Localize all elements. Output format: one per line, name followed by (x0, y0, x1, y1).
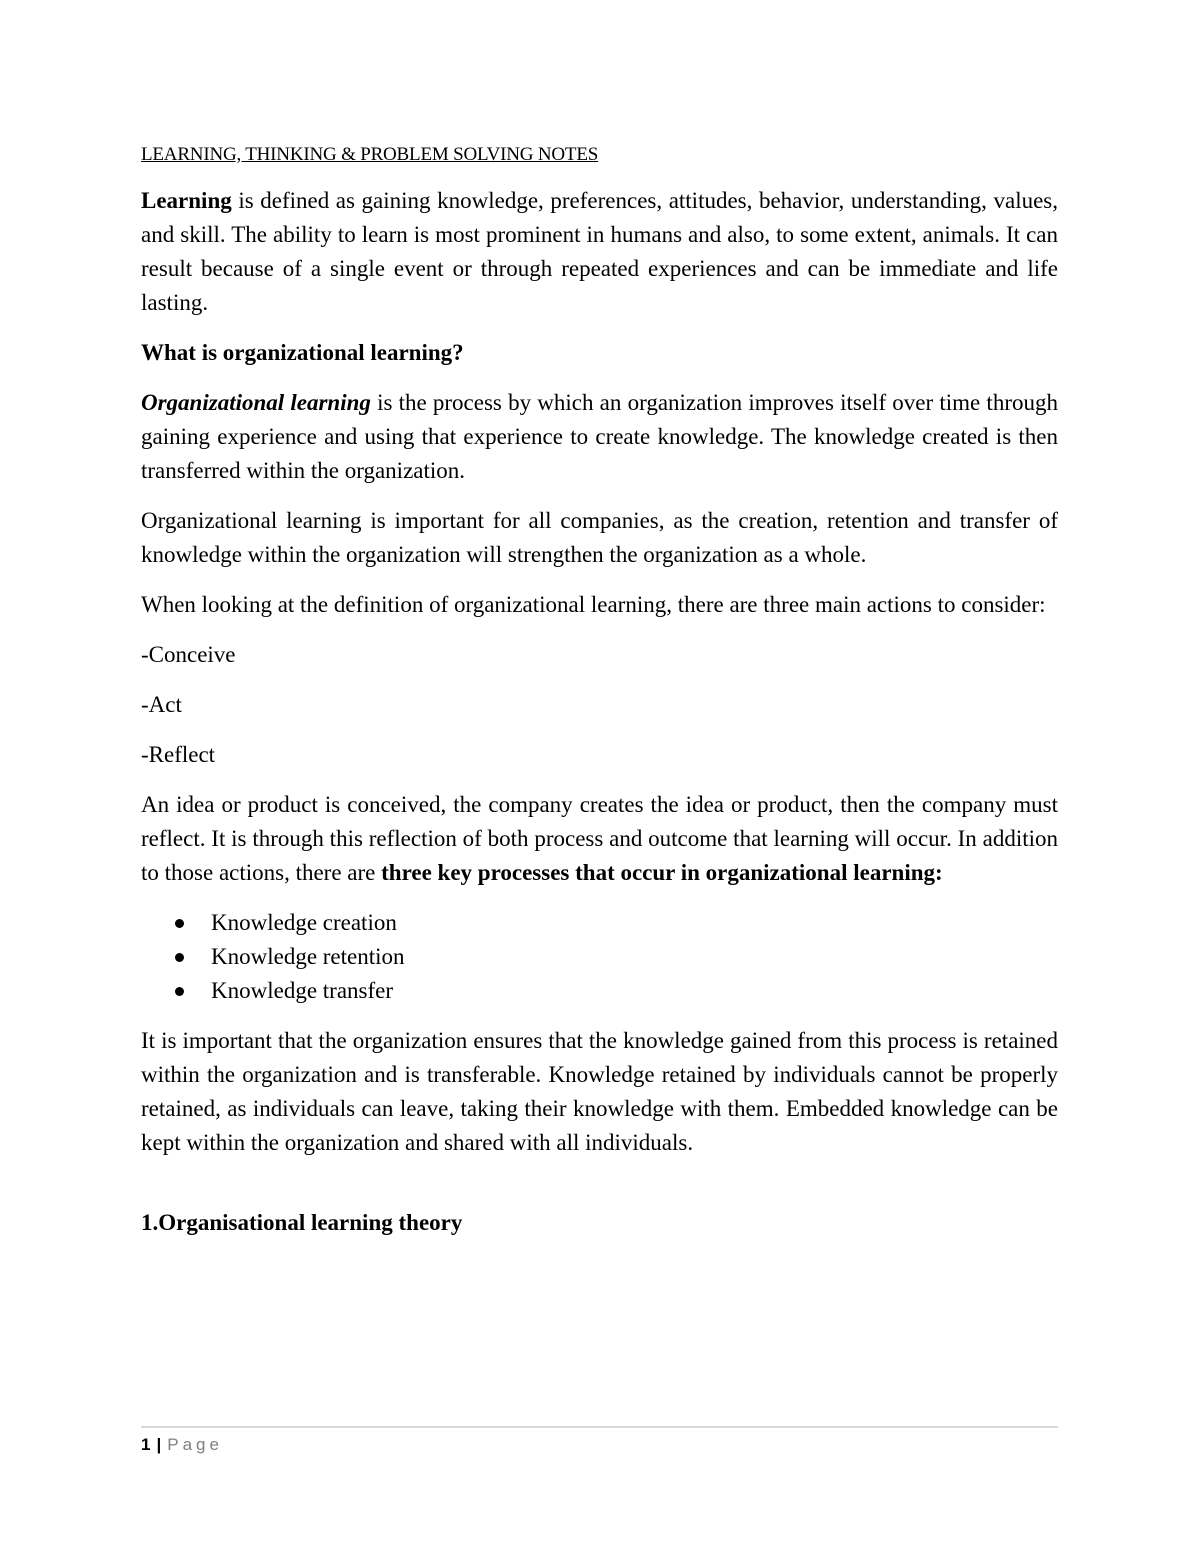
paragraph-text: is the process by which an organization improves itself over time through gaining experience and using that experience to create knowledge. The knowledge created is then transferred within the organization. (141, 390, 1058, 483)
paragraph-knowledge-retention: It is important that the organization ensures that the knowledge gained from this process is retained within the organization and is transferable. Knowledge retained by individuals cannot be properly retained, as individuals can leave, taking their knowledge with them. Embedded knowledge can be kept within the organization and shared with all individuals. (141, 1028, 1058, 1155)
list-item: Knowledge creation (141, 906, 1058, 940)
action-item-act: -Act (141, 692, 182, 717)
page-footer (141, 1432, 223, 1458)
bold-term-learning: Learning (141, 188, 232, 213)
bold-key-processes: three key processes that occur in organizational learning: (381, 860, 943, 885)
page-number: 1 (141, 1435, 151, 1454)
paragraph-three-actions-intro: When looking at the definition of organizational learning, there are three main actions to consider: (141, 592, 1046, 617)
page-content (141, 140, 1058, 1256)
bullet-icon (175, 919, 184, 928)
page-label: Page (167, 1435, 223, 1454)
action-item-conceive: -Conceive (141, 642, 236, 667)
paragraph-importance: Organizational learning is important for all companies, as the creation, retention and transfer of knowledge within the organization will strengthen the organization as a whole. (141, 508, 1058, 567)
paragraph-text: An idea or product is conceived, the company creates the idea or product, then the company must reflect. It is through this reflection of both process and outcome that learning will occur. In addition to those actions, there are (141, 792, 1058, 885)
footer-divider (141, 1426, 1058, 1428)
bullet-icon (175, 987, 184, 996)
paragraph-reflection (141, 788, 1058, 890)
paragraph-learning-definition (141, 184, 1058, 320)
document-title: LEARNING, THINKING & PROBLEM SOLVING NOTES (141, 144, 599, 165)
paragraph-organizational-learning-definition (141, 386, 1058, 488)
section-heading-learning-theory: 1.Organisational learning theory (141, 1210, 463, 1235)
key-processes-list (141, 906, 1058, 1008)
footer-separator: | (156, 1435, 162, 1454)
action-item-reflect: -Reflect (141, 742, 216, 767)
bold-italic-term: Organizational learning (141, 390, 371, 415)
bullet-icon (175, 953, 184, 962)
spacer (141, 1176, 1058, 1206)
section-heading-organizational-learning: What is organizational learning? (141, 340, 464, 365)
list-item: Knowledge transfer (141, 974, 1058, 1008)
list-item: Knowledge retention (141, 940, 1058, 974)
paragraph-text: is defined as gaining knowledge, preferences, attitudes, behavior, understanding, values, and skill. The ability to learn is most prominent in humans and also, to some extent, animals. It can result because of a single event or through repeated experiences and can be immediate and life lasting. (141, 188, 1058, 315)
